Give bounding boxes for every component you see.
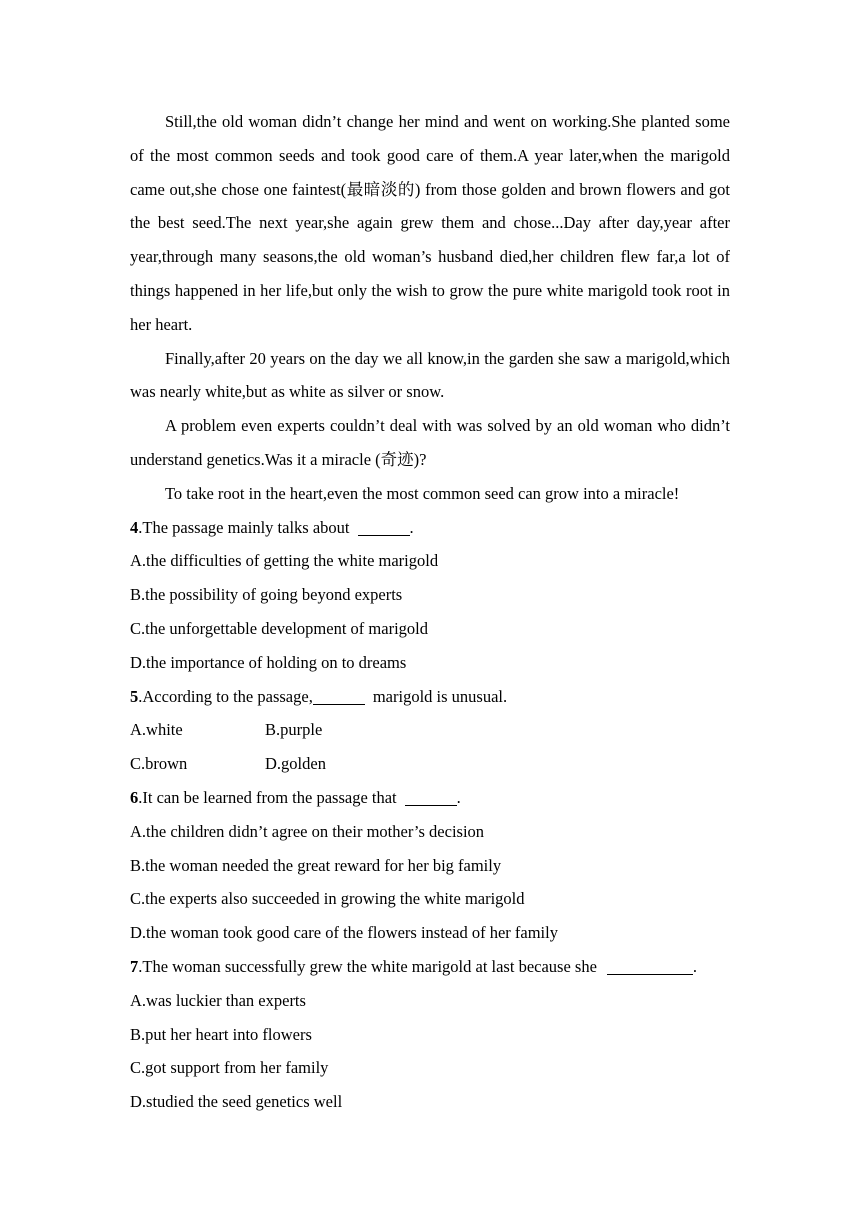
- question-number: 7: [130, 956, 139, 976]
- question-6-option-c: C.the experts also succeeded in growing the white marigold: [130, 889, 525, 909]
- question-6-option-a: A.the children didn’t agree on their mother’s decision: [130, 821, 485, 841]
- question-5-option-b: B.purple: [265, 720, 323, 740]
- question-7-option-d: D.studied the seed genetics well: [130, 1092, 343, 1112]
- passage-paragraph-3: A problem even experts couldn’t deal with was solved by an old woman who didn’t understand genetics.Was it a miracle (奇迹)?: [130, 416, 730, 469]
- question-4-stem: 4.The passage mainly talks about .: [130, 517, 414, 537]
- answer-blank: [607, 955, 693, 975]
- question-5-stem: [130, 680, 730, 714]
- question-4-option-b: B.the possibility of going beyond experts: [130, 585, 403, 605]
- answer-blank: [405, 786, 457, 806]
- question-text: .According to the passage,: [138, 686, 313, 706]
- question-number: 4: [130, 517, 139, 537]
- question-7-option-a: A.was luckier than experts: [130, 990, 306, 1010]
- document-content: [130, 105, 730, 1119]
- answer-blank: [358, 516, 410, 536]
- question-6-stem: 6.It can be learned from the passage that .: [130, 787, 461, 807]
- question-7-option-b: B.put her heart into flowers: [130, 1024, 312, 1044]
- question-6-option-b: B.the woman needed the great reward for her big family: [130, 855, 502, 875]
- question-4-option-c: C.the unforgettable development of marigold: [130, 618, 428, 638]
- question-text: .It can be learned from the passage that: [138, 787, 397, 807]
- question-6-option-d: D.the woman took good care of the flowers instead of her family: [130, 923, 558, 943]
- answer-blank: [313, 685, 365, 705]
- question-number: 5: [130, 686, 139, 706]
- question-number: 6: [130, 787, 139, 807]
- question-4-option-a: A.the difficulties of getting the white marigold: [130, 551, 439, 571]
- question-5-option-d: D.golden: [265, 754, 326, 774]
- question-4-option-d: D.the importance of holding on to dreams: [130, 652, 407, 672]
- question-text: .The passage mainly talks about: [138, 517, 350, 537]
- question-5-option-c: C.brown: [130, 754, 188, 774]
- question-5-option-a: A.white: [130, 720, 183, 740]
- passage-paragraph-4: To take root in the heart,even the most common seed can grow into a miracle!: [165, 483, 680, 503]
- passage-paragraph-2: Finally,after 20 years on the day we all know,in the garden she saw a marigold,which was nearly white,but as white as silver or snow.: [130, 348, 730, 402]
- question-5-options-row-1: [130, 713, 730, 747]
- question-7-stem: 7.The woman successfully grew the white marigold at last because she .: [130, 956, 698, 976]
- question-text: .The woman successfully grew the white marigold at last because she: [138, 956, 597, 976]
- question-7-option-c: C.got support from her family: [130, 1058, 329, 1078]
- question-5-options-row-2: [130, 747, 730, 781]
- question-text-end: marigold is unusual.: [372, 686, 508, 706]
- passage-paragraph-1: Still,the old woman didn’t change her mind and went on working.She planted some of the most common seeds and took good care of them.A year later,when the marigold came out,she chose one faintest(最暗淡的) from those golden and brown flowers and got the best seed.The next year,she again grew them and chose...Day after day,year after year,through many seasons,the old woman’s husband died,her children flew far,a lot of things happened in her life,but only the wish to grow the pure white marigold took root in her heart.: [130, 112, 730, 334]
